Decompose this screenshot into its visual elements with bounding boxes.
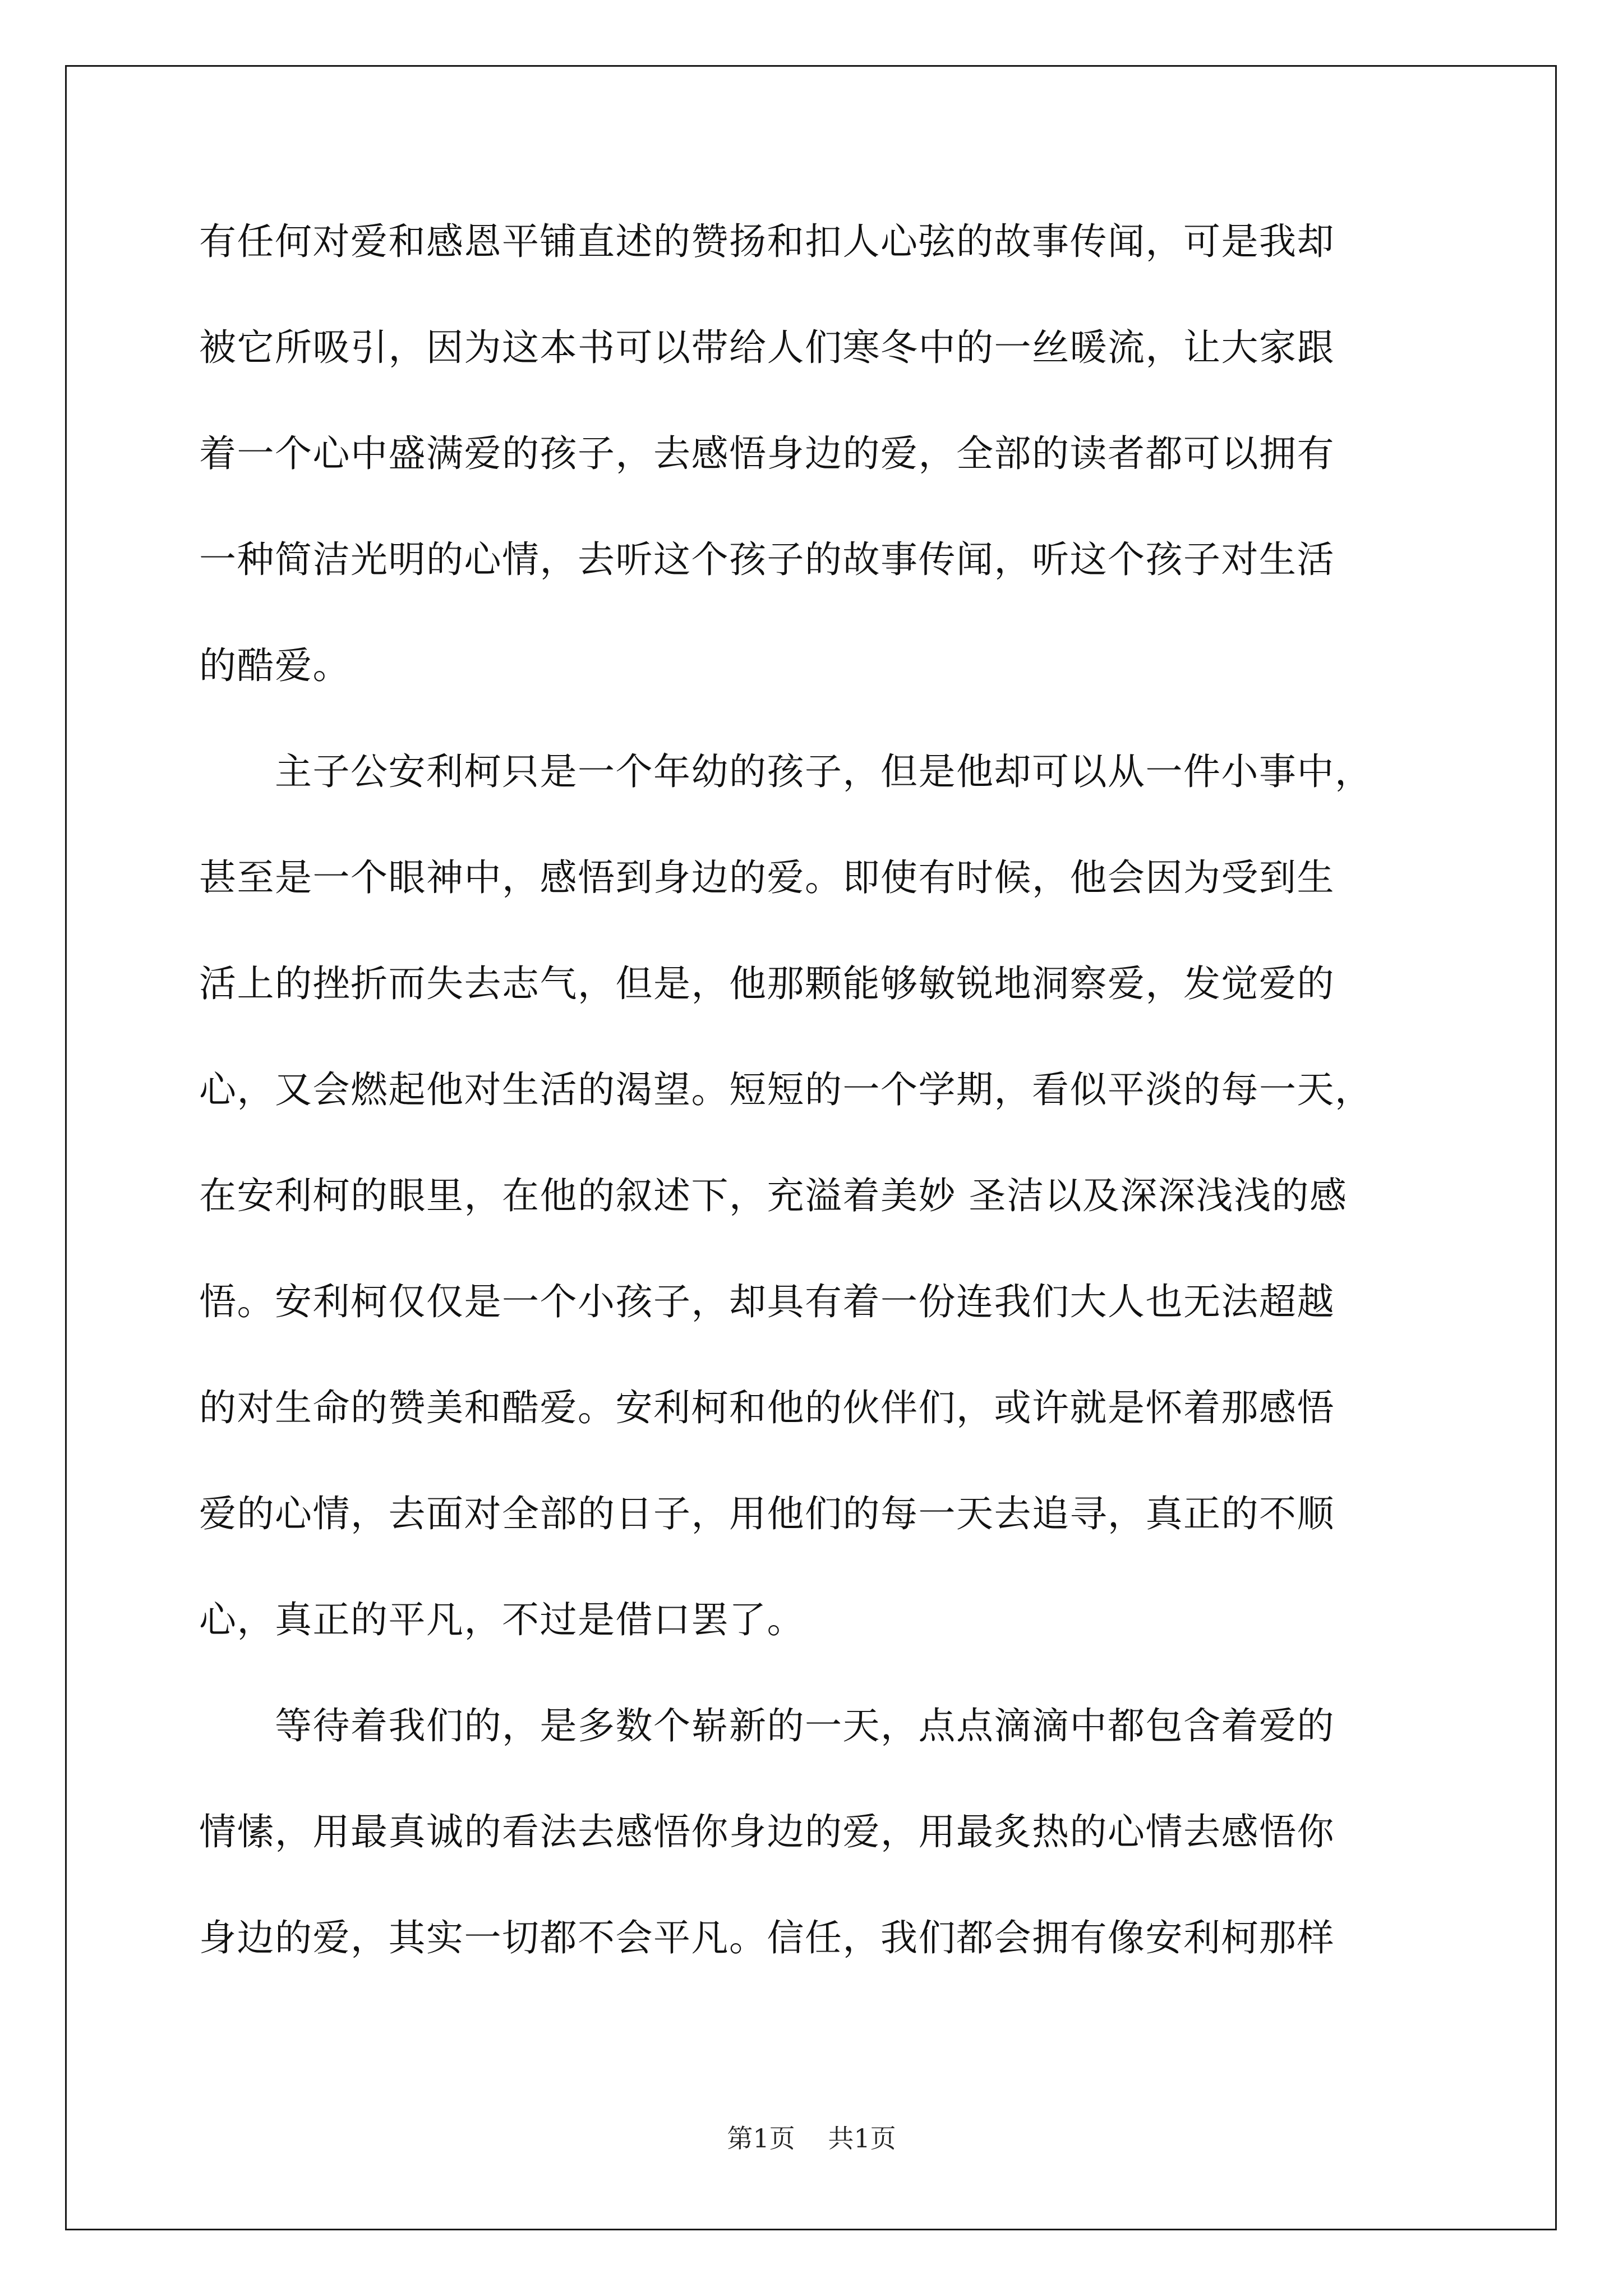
page-number-current: 第1页 (727, 2123, 795, 2154)
text-line: 心，又会燃起他对生活的渴望。短短的一个学期，看似平淡的每一天， (199, 1068, 1373, 1111)
page-footer (0, 2118, 1623, 2155)
text-line: 的对生命的赞美和酷爱。安利柯和他的伙伴们，或许就是怀着那感悟 (199, 1386, 1335, 1429)
text-line: 活上的挫折而失去志气，但是，他那颗能够敏锐地洞察爱，发觉爱的 (199, 962, 1335, 1005)
text-line: 身边的爱，其实一切都不会平凡。信任，我们都会拥有像安利柯那样 (199, 1916, 1335, 1959)
text-line: 爱的心情，去面对全部的日子，用他们的每一天去追寻，真正的不顺 (199, 1492, 1335, 1535)
text-line: 甚至是一个眼神中，感悟到身边的爱。即使有时候，他会因为受到生 (199, 856, 1335, 899)
text-line: 在安利柯的眼里，在他的叙述下，充溢着美妙 圣洁以及深深浅浅的感 (199, 1174, 1348, 1217)
document-body (199, 220, 1427, 2022)
text-line: 被它所吸引，因为这本书可以带给人们寒冬中的一丝暖流，让大家跟 (199, 326, 1335, 369)
text-line: 有任何对爱和感恩平铺直述的赞扬和扣人心弦的故事传闻，可是我却 (199, 220, 1335, 263)
text-line: 心，真正的平凡，不过是借口罢了。 (199, 1598, 805, 1641)
text-line: 一种简洁光明的心情，去听这个孩子的故事传闻，听这个孩子对生活 (199, 538, 1335, 581)
text-line: 着一个心中盛满爱的孩子，去感悟身边的爱，全部的读者都可以拥有 (199, 432, 1335, 475)
text-line: 主子公安利柯只是一个年幼的孩子，但是他却可以从一件小事中， (199, 750, 1373, 793)
page-number-total: 共1页 (828, 2123, 896, 2154)
text-line: 悟。安利柯仅仅是一个小孩子，却具有着一份连我们大人也无法超越 (199, 1280, 1335, 1323)
text-line: 情愫，用最真诚的看法去感悟你身边的爱，用最炙热的心情去感悟你 (199, 1810, 1335, 1853)
text-line: 的酷爱。 (199, 644, 351, 687)
text-line: 等待着我们的，是多数个崭新的一天，点点滴滴中都包含着爱的 (199, 1704, 1335, 1747)
